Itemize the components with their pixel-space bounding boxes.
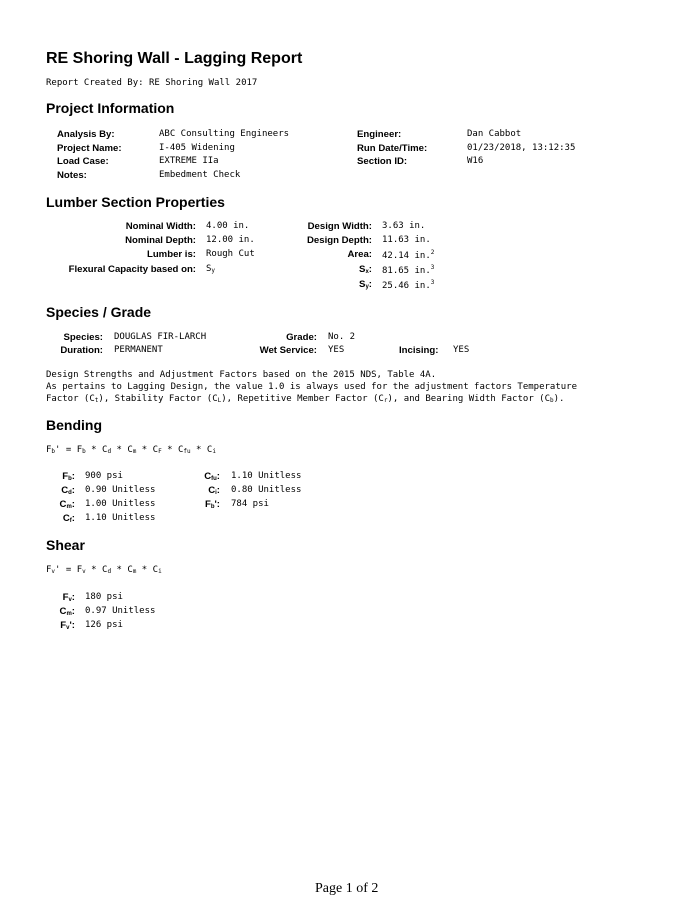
cd-label: $C_d$: xyxy=(61,485,75,496)
shear-cm-value: 0.97 Unitless xyxy=(85,606,156,616)
cd-value: 0.90 Unitless xyxy=(85,485,156,495)
run-date-label: Run Date/Time: xyxy=(357,143,428,154)
fb-value: 900 psi xyxy=(85,471,123,481)
adjustment-factors-list: Factor $(C_t)$, Stability Factor $(C_L)$, Repetitive Member Factor $(C_r)$, and Bearing Width Factor $(C_b)$. xyxy=(46,394,565,404)
duration-value: PERMANENT xyxy=(114,345,163,355)
notes-value: Embedment Check xyxy=(159,170,241,180)
flexural-capacity-value: $S_y$ xyxy=(206,264,216,274)
analysis-by-label: Analysis By: xyxy=(57,129,115,140)
lumber-is-label: Lumber is: xyxy=(146,249,196,260)
nominal-width-label: Nominal Width: xyxy=(125,221,196,232)
report-title: RE Shoring Wall - Lagging Report xyxy=(46,50,303,67)
incising-label: Incising: xyxy=(399,345,439,356)
sx-value: 81.65 in.$^3$ xyxy=(382,264,435,276)
cfu-label: $C_{fu}$: xyxy=(204,471,220,482)
bending-equation: $F_b' = F_b * C_d * C_m * C_F * C_{fu} * C_i$ xyxy=(46,445,216,455)
area-value: 42.14 in.$^2$ xyxy=(382,249,435,261)
design-strengths-note: Design Strengths and Adjustment Factors based on the 2015 NDS, Table 4A. xyxy=(46,370,437,380)
fb-label: $F_b$: xyxy=(62,471,75,482)
design-depth-label: Design Depth: xyxy=(306,235,372,246)
sy-value: 25.46 in.$^3$ xyxy=(382,279,435,291)
species-label: Species: xyxy=(63,332,103,343)
engineer-value: Dan Cabbot xyxy=(467,129,522,139)
wet-service-label: Wet Service: xyxy=(259,345,317,356)
fv-value: 180 psi xyxy=(85,592,123,602)
fb-prime-label: $F_b'$: xyxy=(204,499,220,510)
run-date-value: 01/23/2018, 13:12:35 xyxy=(467,143,576,153)
duration-label: Duration: xyxy=(60,345,103,356)
sy-label: $S_y$: xyxy=(359,279,372,290)
cf-value: 1.10 Unitless xyxy=(85,513,156,523)
cm-label: $C_m$: xyxy=(59,499,75,510)
species-value: DOUGLAS FIR-LARCH xyxy=(114,332,207,342)
design-width-label: Design Width: xyxy=(307,221,372,232)
shear-equation: $F_v' = F_v * C_d * C_m * C_i$ xyxy=(46,565,162,575)
design-depth-value: 11.63 in. xyxy=(382,235,431,245)
grade-label: Grade: xyxy=(286,332,317,343)
flexural-capacity-label: Flexural Capacity based on: xyxy=(68,264,196,275)
shear-cm-label: $C_m$: xyxy=(59,606,75,617)
section-id-value: W16 xyxy=(467,156,484,166)
adjustment-factors-note: As pertains to Lagging Design, the value 1.0 is always used for the adjustment factors Temperature xyxy=(46,382,578,392)
incising-value: YES xyxy=(453,345,470,355)
lumber-is-value: Rough Cut xyxy=(206,249,255,259)
fb-prime-value: 784 psi xyxy=(231,499,269,509)
cm-value: 1.00 Unitless xyxy=(85,499,156,509)
ci-label: $C_i$: xyxy=(208,485,220,496)
report-created-by: Report Created By: RE Shoring Wall 2017 xyxy=(46,78,258,88)
wet-service-value: YES xyxy=(328,345,345,355)
notes-label: Notes: xyxy=(57,170,87,181)
section-id-label: Section ID: xyxy=(357,156,408,167)
load-case-value: EXTREME IIa xyxy=(159,156,219,166)
ci-value: 0.80 Unitless xyxy=(231,485,302,495)
design-width-value: 3.63 in. xyxy=(382,221,426,231)
species-grade-heading: Species / Grade xyxy=(46,304,152,320)
analysis-by-value: ABC Consulting Engineers xyxy=(159,129,290,139)
area-label: Area: xyxy=(347,249,372,260)
page-number: Page 1 of 2 xyxy=(315,881,379,896)
engineer-label: Engineer: xyxy=(357,129,402,140)
grade-value: No. 2 xyxy=(328,332,356,342)
cf-label: $C_f$: xyxy=(62,513,75,524)
shear-heading: Shear xyxy=(46,537,85,553)
sx-label: $S_x$: xyxy=(359,264,372,275)
project-name-label: Project Name: xyxy=(57,143,122,154)
nominal-depth-label: Nominal Depth: xyxy=(125,235,196,246)
cfu-value: 1.10 Unitless xyxy=(231,471,302,481)
nominal-depth-value: 12.00 in. xyxy=(206,235,255,245)
lumber-section-heading: Lumber Section Properties xyxy=(46,194,225,210)
project-name-value: I-405 Widening xyxy=(159,143,235,153)
fv-prime-label: $F_v'$: xyxy=(60,620,75,631)
load-case-label: Load Case: xyxy=(57,156,109,167)
nominal-width-value: 4.00 in. xyxy=(206,221,250,231)
fv-label: $F_v$: xyxy=(62,592,75,603)
bending-heading: Bending xyxy=(46,417,102,433)
fv-prime-value: 126 psi xyxy=(85,620,123,630)
project-information-heading: Project Information xyxy=(46,100,175,116)
